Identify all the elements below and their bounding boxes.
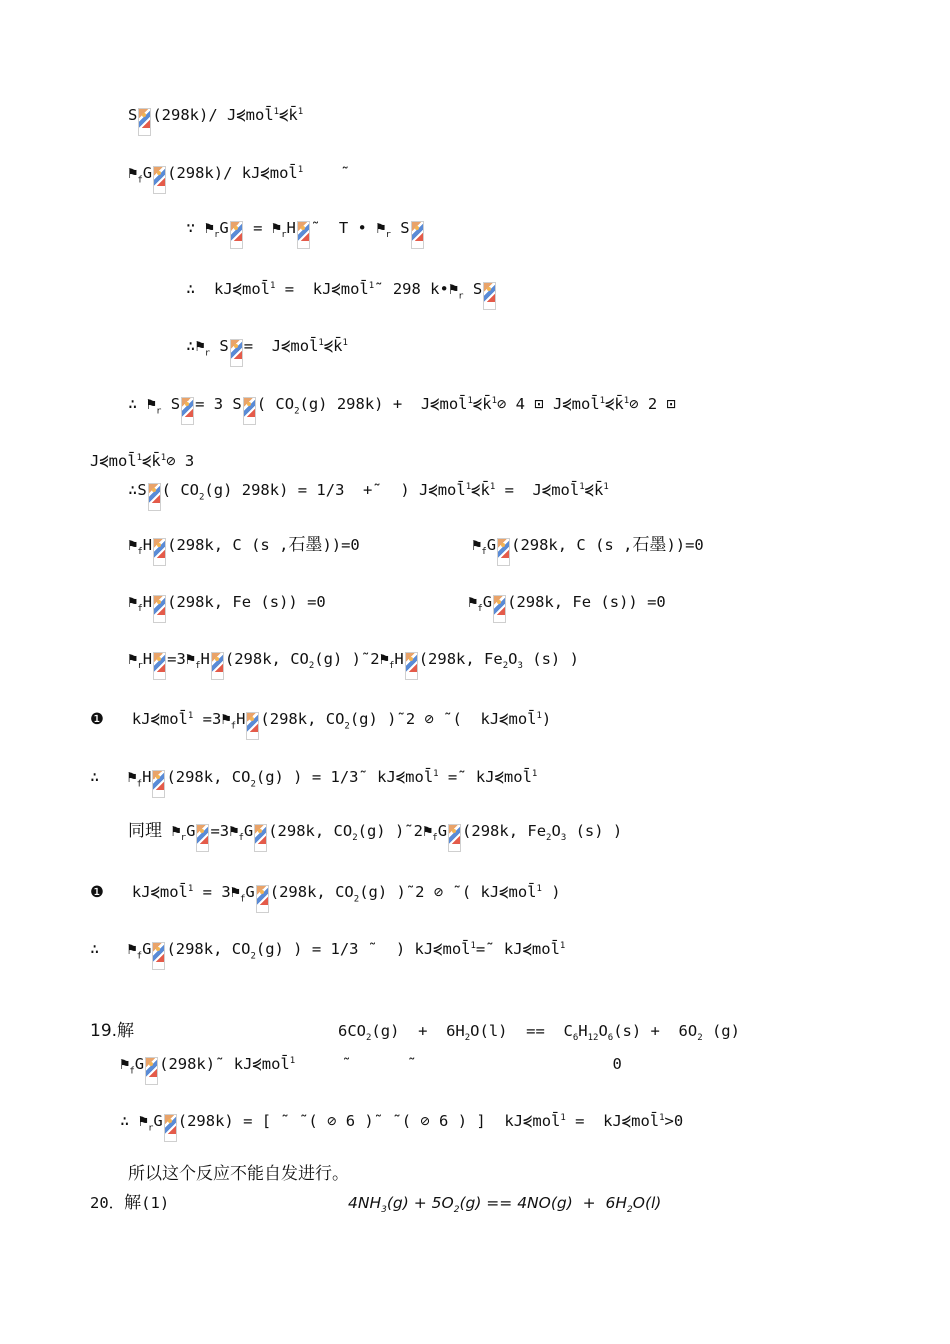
- formula-image-icon: [164, 1114, 177, 1142]
- problem-19-conclusion: 所以这个反应不能自发进行。: [128, 1164, 349, 1184]
- problem-19-label: 19.解: [90, 1021, 135, 1041]
- co2-entropy: ∴S ( $CO_2(g) 298k) = 1/3$ +˜ ) J⋞mol̄$^1$⋞k̄$^1$ = J⋞mol̄$^1$⋞k̄$^1$: [128, 477, 609, 511]
- gibbs-relation: ∵ $⚑_rG$ = $⚑_rH$ ˜ T • $⚑_r$ S: [186, 218, 425, 249]
- formula-image-icon: [196, 824, 209, 852]
- formula-image-icon: [254, 824, 267, 852]
- formula-image-icon: [138, 108, 151, 136]
- enthalpy-substitution: ❶ kJ⋞mol̄$^1$ $=3⚑_fH$ (298k, $CO_2(g)$ )˜2 ⊘ ˜( kJ⋞mol̄$^1$): [90, 706, 551, 740]
- formula-image-icon: [230, 339, 243, 367]
- formula-image-icon: [497, 538, 510, 566]
- problem-19-result: ∴ $⚑_rG$ (298k) = [ ˜ ˜( ⊘ 6 )˜ ˜( ⊘ 6 ) ] kJ⋞mol̄$^1$ = kJ⋞mol̄$^1$>0: [120, 1108, 683, 1142]
- formula-image-icon: [405, 652, 418, 680]
- problem-19-gibbs-row: $⚑_fG$ (298k)˜ kJ⋞mol̄$^1$ ˜ ˜ 0: [120, 1051, 622, 1085]
- formula-image-icon: [148, 483, 161, 511]
- problem-19-equation: $6CO_2(g) + 6H_2O(l) == C_6H_{12}O_6(s) + 6O_2$ (g): [338, 1022, 740, 1044]
- formula-image-icon: [256, 885, 269, 913]
- bullet-icon: ❶: [90, 883, 104, 902]
- iron-gibbs: $⚑_fG$ (298k, Fe (s)) =0: [468, 592, 666, 623]
- formula-image-icon: [297, 221, 310, 249]
- formula-image-icon: [246, 712, 259, 740]
- gibbs-header: $⚑_fG$ (298k)/ kJ⋞mol̄$^1$ ˜: [128, 160, 350, 194]
- formula-image-icon: [152, 942, 165, 970]
- formula-image-icon: [145, 1057, 158, 1085]
- co2-gibbs-result: ∴ $⚑_fG$ (298k, $CO_2(g)$ ) = 1/3 ˜ ) kJ⋞mol̄$^1$=˜ kJ⋞mol̄$^1$: [90, 936, 565, 970]
- problem-20-equation: $4NH_3(g) + 5O_2(g) == 4NO(g) + 6H_2O(l)$: [348, 1194, 662, 1216]
- formula-image-icon: [243, 397, 256, 425]
- formula-image-icon: [411, 221, 424, 249]
- formula-image-icon: [153, 166, 166, 194]
- formula-image-icon: [153, 595, 166, 623]
- formula-image-icon: [483, 282, 496, 310]
- reaction-gibbs: 同理 $⚑_rG$ $=3⚑_fG$ (298k, $CO_2(g)$ )$˜2⚑_fG$ (298k, $Fe_2O_3$ (s) ): [128, 821, 622, 852]
- problem-20-label: 20．解(1): [90, 1193, 170, 1213]
- formula-image-icon: [152, 770, 165, 798]
- formula-image-icon: [153, 652, 166, 680]
- formula-image-icon: [230, 221, 243, 249]
- entropy-result: $\therefore⚑_r$ S = J⋞mol̄$^1$⋞k̄$^1$: [186, 333, 348, 367]
- entropy-sum: ∴ $⚑_r$ S = 3 S ( $CO_2(g) 298k$) + J⋞mol̄$^1$⋞k̄$^1$⊘ 4 ⊡ J⋞mol̄$^1$⋞k̄$^1$⊘ 2 ⊡: [128, 391, 676, 425]
- formula-image-icon: [211, 652, 224, 680]
- entropy-sum-cont: J⋞mol̄$^1$⋞k̄$^1$⊘ 3: [90, 452, 195, 471]
- reaction-enthalpy: $⚑_rH$ $=3⚑_fH$ (298k, $CO_2(g)$ )$˜2⚑_fH$ (298k, $Fe_2O_3$ (s) ): [128, 649, 579, 680]
- co2-enthalpy-result: ∴ $⚑_fH$ (298k, $CO_2(g)$ ) = 1/3˜ kJ⋞mol̄$^1$ =˜ kJ⋞mol̄$^1$: [90, 764, 537, 798]
- substitution-line: ∴ kJ⋞mol̄$^1$ = kJ⋞mol̄$^1$˜ 298 $k•⚑_r$ S: [186, 276, 497, 310]
- formula-image-icon: [493, 595, 506, 623]
- graphite-gibbs: $⚑_fG$ (298k, C (s ,石墨))=0: [472, 535, 704, 566]
- formula-image-icon: [448, 824, 461, 852]
- gibbs-substitution: ❶ kJ⋞mol̄$^1$ = $3⚑_fG$ (298k, $CO_2(g)$ )˜2 ⊘ ˜( kJ⋞mol̄$^1$ ): [90, 879, 561, 913]
- iron-enthalpy: $⚑_fH$ (298k, Fe (s)) =0: [128, 592, 326, 623]
- s-std-entropy-header: S (298k)/ J⋞mol$^1$⋞k̄$^1$: [128, 102, 303, 136]
- bullet-icon: ❶: [90, 710, 104, 729]
- formula-image-icon: [153, 538, 166, 566]
- graphite-enthalpy: $⚑_fH$ (298k, C (s ,石墨))=0: [128, 535, 360, 566]
- formula-image-icon: [181, 397, 194, 425]
